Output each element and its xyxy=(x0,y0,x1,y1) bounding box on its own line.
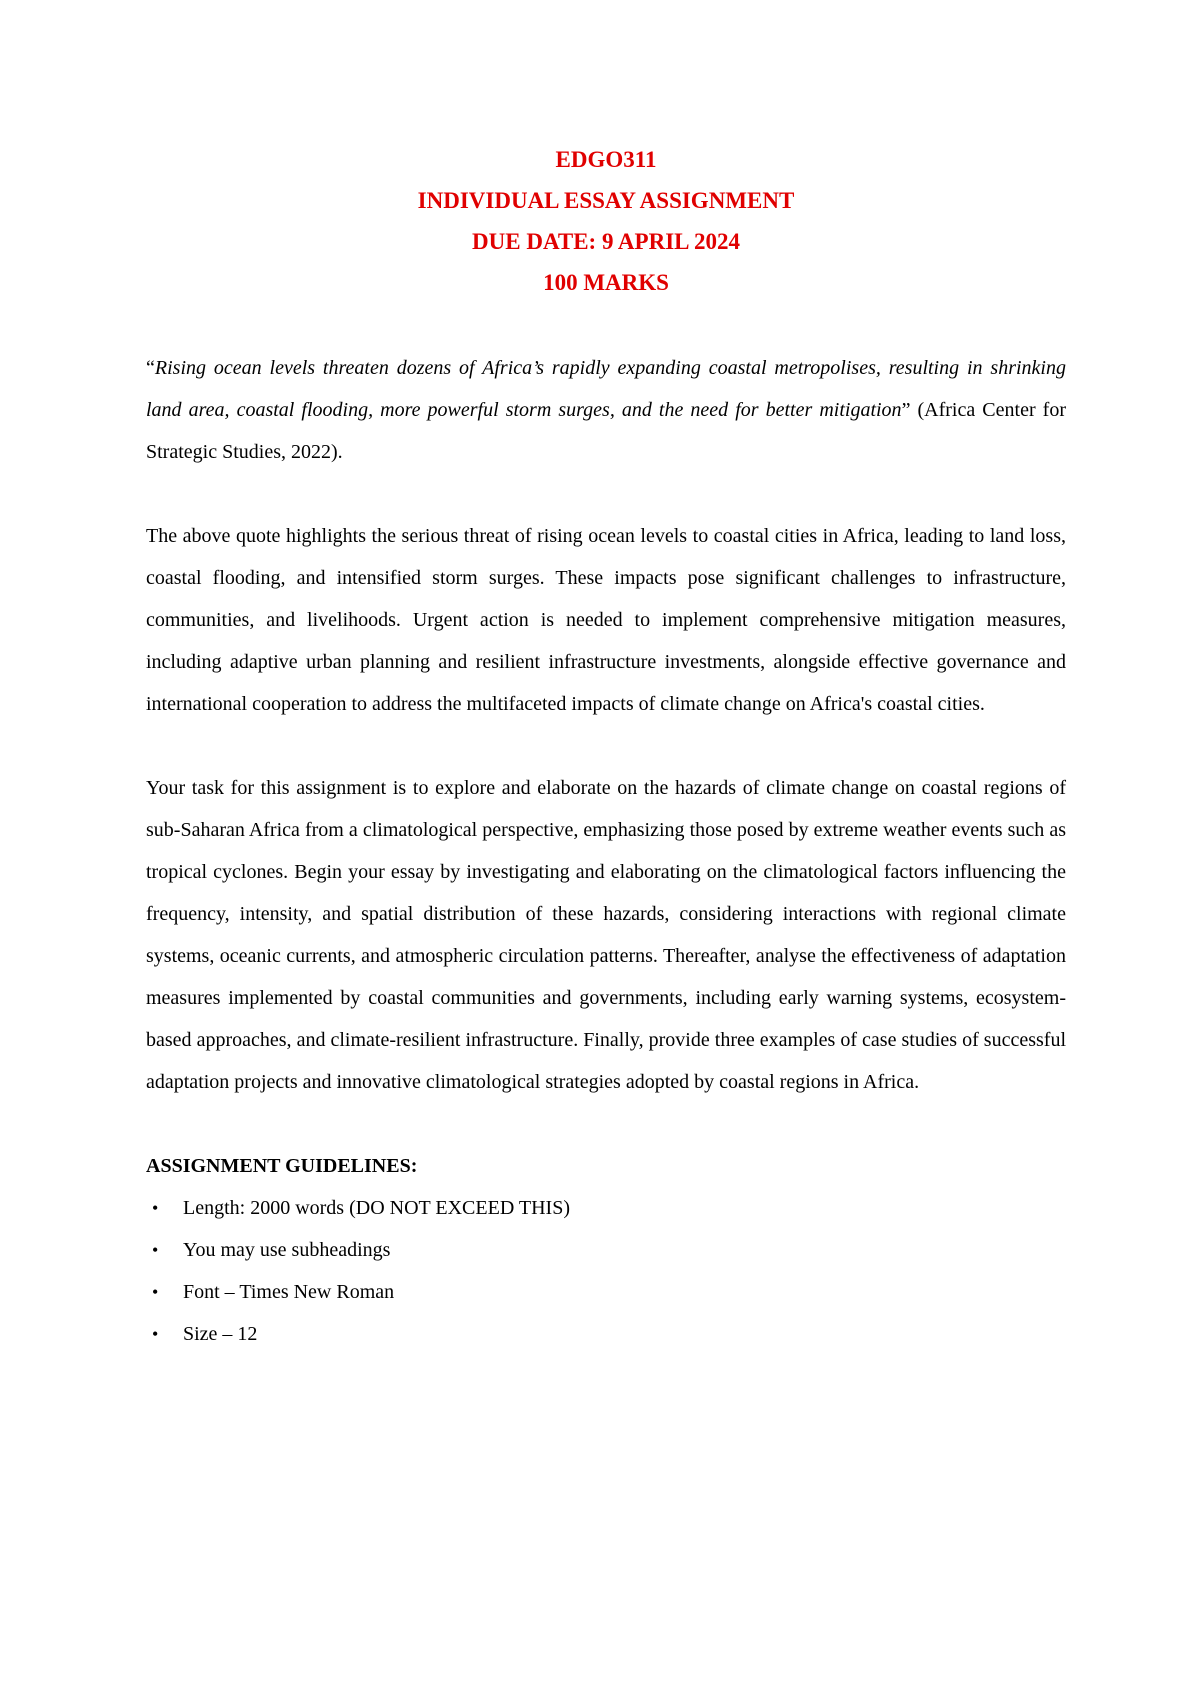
quote-close-mark: ” xyxy=(901,399,911,421)
due-date: DUE DATE: 9 APRIL 2024 xyxy=(472,229,740,254)
course-code: EDGO311 xyxy=(555,147,657,172)
quote-text: Rising ocean levels threaten dozens of Africa’s rapidly expanding coastal metropolises, resulting in shrinking land area, coastal flooding, more powerful storm surges, and the need for better mitigation xyxy=(146,357,1066,421)
guideline-text: You may use subheadings xyxy=(183,1239,391,1261)
quote-paragraph xyxy=(146,347,1066,473)
guidelines-list xyxy=(146,1187,1066,1355)
guideline-item xyxy=(146,1187,1066,1229)
bullet-icon: • xyxy=(152,1198,159,1218)
assignment-header xyxy=(146,0,1066,303)
guideline-text: Size – 12 xyxy=(183,1323,258,1345)
guideline-text: Font – Times New Roman xyxy=(183,1281,395,1303)
intro-paragraph: The above quote highlights the serious threat of rising ocean levels to coastal cities in Africa, leading to land loss, coastal flooding, and intensified storm surges. These impacts pose significant challenges to infrastructure, communities, and livelihoods. Urgent action is needed to implement comprehensive mitigation measures, including adaptive urban planning and resilient infrastructure investments, alongside effective governance and international cooperation to address the multifaceted impacts of climate change on Africa's coastal cities. xyxy=(146,525,1066,715)
task-paragraph: Your task for this assignment is to explore and elaborate on the hazards of climate change on coastal regions of sub-Saharan Africa from a climatological perspective, emphasizing those posed by extreme weather events such as tropical cyclones. Begin your essay by investigating and elaborating on the climatological factors influencing the frequency, intensity, and spatial distribution of these hazards, considering interactions with regional climate systems, oceanic currents, and atmospheric circulation patterns. Thereafter, analyse the effectiveness of adaptation measures implemented by coastal communities and governments, including early warning systems, ecosystem-based approaches, and climate-resilient infrastructure. Finally, provide three examples of case studies of successful adaptation projects and innovative climatological strategies adopted by coastal regions in Africa. xyxy=(146,777,1066,1093)
quote-open-mark: “ xyxy=(146,357,155,379)
guidelines-heading: ASSIGNMENT GUIDELINES: xyxy=(146,1155,418,1177)
total-marks: 100 MARKS xyxy=(543,270,669,295)
assignment-type: INDIVIDUAL ESSAY ASSIGNMENT xyxy=(417,188,795,213)
guideline-item xyxy=(146,1229,1066,1271)
guideline-item xyxy=(146,1313,1066,1355)
bullet-icon: • xyxy=(152,1240,159,1260)
quote-citation: (Africa Center for Strategic Studies, 2022). xyxy=(146,399,1066,463)
bullet-icon: • xyxy=(152,1324,159,1344)
guideline-item xyxy=(146,1271,1066,1313)
bullet-icon: • xyxy=(152,1282,159,1302)
guideline-text: Length: 2000 words (DO NOT EXCEED THIS) xyxy=(183,1197,571,1219)
